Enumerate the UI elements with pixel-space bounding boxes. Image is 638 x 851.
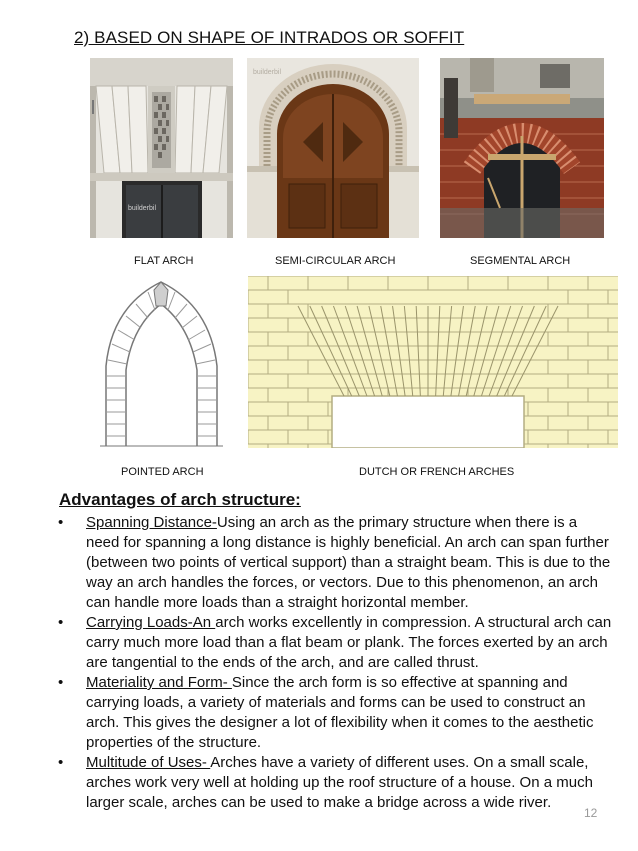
term: Spanning Distance- [86, 514, 217, 531]
term: Carrying Loads-An [86, 614, 216, 631]
list-item [56, 613, 612, 673]
bullet-icon: • [58, 674, 64, 691]
pointed-arch-drawing [90, 276, 233, 448]
semi-circular-arch-caption: SEMI-CIRCULAR ARCH [275, 255, 396, 267]
flat-arch-image [90, 58, 233, 238]
section-heading: 2) BASED ON SHAPE OF INTRADOS OR SOFFIT [74, 28, 465, 47]
flat-arch-caption: FLAT ARCH [134, 255, 194, 267]
segmental-arch-caption: SEGMENTAL ARCH [470, 255, 571, 267]
semi-circular-arch-image [247, 58, 419, 238]
pointed-arch-caption: POINTED ARCH [121, 466, 204, 478]
term: Materiality and Form- [86, 674, 232, 691]
list-item [56, 753, 612, 813]
advantages-list [56, 513, 612, 813]
description: Using an arch as the primary structure when there is a need for spanning a long distance is highly beneficial. An arch can span further (between two points of vertical support) than a straight beam. This is due to the way an arch handles the forces, or vectors. Due to this phenomenon, an arch can handle more loads than a straight horizontal member. [86, 514, 611, 611]
description: arch works excellently in compression. A structural arch can carry much more load than a flat beam or plank. The forces exerted by an arch are tangential to the ends of the arch, and are called thrust. [86, 614, 612, 671]
bullet-icon: • [58, 514, 64, 531]
svg-text:builderbil: builderbil [128, 205, 157, 212]
description: Since the arch form is so effective at spanning and carrying loads, a variety of materials and forms can be used to construct an arch. This gives the designer a lot of flexibility when it comes to the aesthetic properties of the structure. [86, 674, 594, 751]
list-item [56, 673, 612, 753]
page-number: 12 [584, 806, 598, 820]
bullet-icon: • [58, 614, 64, 631]
list-item [56, 513, 612, 613]
dutch-french-arch-drawing [248, 276, 618, 448]
bullet-icon: • [58, 754, 64, 771]
dutch-french-arch-caption: DUTCH OR FRENCH ARCHES [359, 466, 515, 478]
advantages-title: Advantages of arch structure: [59, 490, 301, 509]
svg-text:builderbil: builderbil [253, 69, 282, 76]
segmental-arch-image [440, 58, 604, 238]
term: Multitude of Uses- [86, 754, 211, 771]
description: Arches have a variety of different uses. On a small scale, arches work very well at holding up the roof structure of a house. On a much larger scale, arches can be used to make a bridge across a wide river. [86, 754, 593, 811]
